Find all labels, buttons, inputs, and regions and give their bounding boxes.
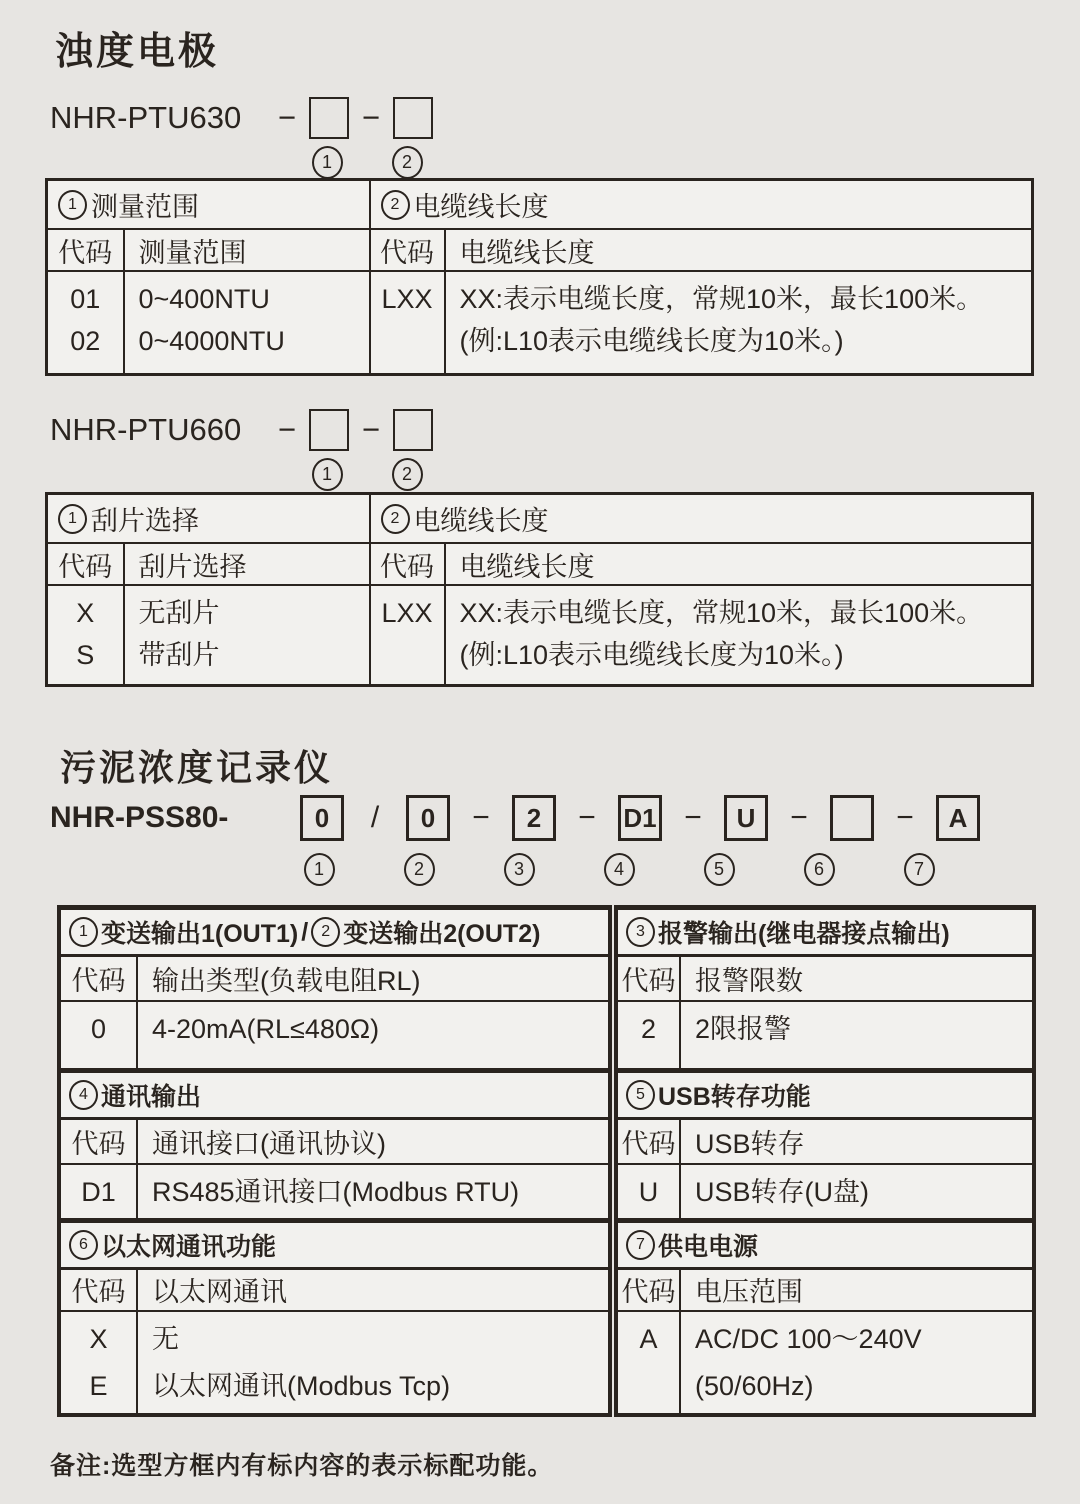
table-pss80-right — [614, 905, 1036, 1417]
output-code: 0 — [59, 1001, 137, 1071]
col-header-cable-length: 2 电缆线长度 — [370, 180, 1033, 230]
subheader-cable: 电缆线长度 — [445, 543, 1033, 585]
comm-value: RS485通讯接口(Modbus RTU) — [137, 1164, 610, 1221]
model-separator: − — [896, 801, 914, 834]
subheader-comm-interface: 通讯接口(通讯协议) — [137, 1119, 610, 1164]
circled-number-5: 5 — [704, 853, 735, 886]
usb-value: USB转存(U盘) — [680, 1164, 1034, 1221]
model-option-box — [309, 409, 349, 451]
subheader-code: 代码 — [370, 543, 445, 585]
section-header-comm-output: 4 通讯输出 — [59, 1071, 610, 1119]
subheader-code: 代码 — [47, 543, 124, 585]
model-code-ptu630 — [50, 94, 433, 142]
model-dash: − — [277, 100, 297, 135]
model-marks-ptu660 — [50, 458, 425, 490]
model-option-box-6 — [830, 795, 874, 841]
col-header-wiper: 1 刮片选择 — [47, 494, 370, 544]
model-dash: − — [277, 412, 297, 447]
col-header-measure-range: 1 测量范围 — [47, 180, 370, 230]
model-separator: − — [578, 801, 596, 834]
table-pss80-left — [57, 905, 612, 1417]
model-code-ptu660 — [50, 406, 433, 454]
section-header-alarm-output: 3 报警输出(继电器接点输出) — [616, 908, 1034, 956]
model-code-pss80 — [50, 792, 980, 844]
subheader-wiper: 刮片选择 — [124, 543, 370, 585]
range-codes: 01 02 — [47, 271, 124, 374]
subheader-alarm-limit: 报警限数 — [680, 956, 1034, 1001]
circled-number-2: 2 — [392, 146, 423, 179]
section-header-power: 7 供电电源 — [616, 1221, 1034, 1269]
section1-title: 浊度电极 — [55, 31, 220, 73]
subheader-ethernet: 以太网通讯 — [137, 1269, 610, 1311]
range-values: 0~400NTU 0~4000NTU — [124, 271, 370, 374]
model-option-box-3: 2 — [512, 795, 556, 841]
model-option-box — [393, 97, 433, 139]
model-option-box — [393, 409, 433, 451]
circled-number-1: 1 — [312, 458, 343, 491]
model-separator: − — [790, 801, 808, 834]
subheader-code: 代码 — [59, 1269, 137, 1311]
subheader-code: 代码 — [59, 956, 137, 1001]
cable-description: XX:表示电缆长度，常规10米，最长100米。 (例:L10表示电缆线长度为10米。) — [445, 585, 1033, 685]
section-header-output1-output2: 1 变送输出1(OUT1) / 2 变送输出2(OUT2) — [59, 908, 610, 956]
section-header-ethernet: 6 以太网通讯功能 — [59, 1221, 610, 1269]
subheader-usb: USB转存 — [680, 1119, 1034, 1164]
cable-code: LXX — [370, 271, 445, 374]
table-ptu660-options — [45, 492, 1034, 687]
subheader-voltage: 电压范围 — [680, 1269, 1034, 1311]
subheader-code: 代码 — [616, 1269, 680, 1311]
circled-number-7: 7 — [904, 853, 935, 886]
circled-number-1: 1 — [312, 146, 343, 179]
model-option-box-1: 0 — [300, 795, 344, 841]
model-separator: − — [472, 801, 490, 834]
ethernet-values: 无 以太网通讯(Modbus Tcp) — [137, 1311, 610, 1415]
model-prefix: NHR-PTU660 — [50, 412, 242, 447]
circled-number-6: 6 — [804, 853, 835, 886]
model-option-box — [309, 97, 349, 139]
circled-number-3: 3 — [504, 853, 535, 886]
cable-description: XX:表示电缆长度，常规10米，最长100米。 (例:L10表示电缆线长度为10米。) — [445, 271, 1033, 374]
model-marks-ptu630 — [50, 146, 425, 178]
table-ptu630-options — [45, 178, 1034, 376]
circled-number-2: 2 — [404, 853, 435, 886]
footnote: 备注:选型方框内有标内容的表示标配功能。 — [50, 1452, 554, 1480]
ethernet-codes: X E — [59, 1311, 137, 1415]
subheader-code: 代码 — [616, 1119, 680, 1164]
model-option-box-7: A — [936, 795, 980, 841]
power-code: A — [616, 1311, 680, 1415]
model-prefix: NHR-PTU630 — [50, 100, 242, 135]
model-prefix: NHR-PSS80- — [50, 801, 229, 834]
circled-number-4: 4 — [604, 853, 635, 886]
section-header-usb: 5 USB转存功能 — [616, 1071, 1034, 1119]
model-dash: − — [361, 100, 381, 135]
model-separator: − — [684, 801, 702, 834]
subheader-code: 代码 — [616, 956, 680, 1001]
alarm-value: 2限报警 — [680, 1001, 1034, 1071]
col-header-cable-length: 2 电缆线长度 — [370, 494, 1033, 544]
model-option-box-5: U — [724, 795, 768, 841]
model-marks-pss80 — [50, 852, 938, 886]
power-values: AC/DC 100～240V (50/60Hz) — [680, 1311, 1034, 1415]
subheader-code: 代码 — [370, 229, 445, 271]
circled-number-1: 1 — [304, 853, 335, 886]
wiper-codes: X S — [47, 585, 124, 685]
comm-code: D1 — [59, 1164, 137, 1221]
subheader-range: 测量范围 — [124, 229, 370, 271]
circled-number-2: 2 — [392, 458, 423, 491]
subheader-output-type: 输出类型(负载电阻RL) — [137, 956, 610, 1001]
model-separator: / — [370, 801, 380, 834]
subheader-code: 代码 — [59, 1119, 137, 1164]
wiper-values: 无刮片 带刮片 — [124, 585, 370, 685]
model-dash: − — [361, 412, 381, 447]
output-value: 4-20mA(RL≤480Ω) — [137, 1001, 610, 1071]
subheader-code: 代码 — [47, 229, 124, 271]
alarm-code: 2 — [616, 1001, 680, 1071]
usb-code: U — [616, 1164, 680, 1221]
model-option-box-2: 0 — [406, 795, 450, 841]
cable-code: LXX — [370, 585, 445, 685]
subheader-cable: 电缆线长度 — [445, 229, 1033, 271]
model-option-box-4: D1 — [618, 795, 662, 841]
section2-title: 污泥浓度记录仪 — [60, 747, 334, 788]
